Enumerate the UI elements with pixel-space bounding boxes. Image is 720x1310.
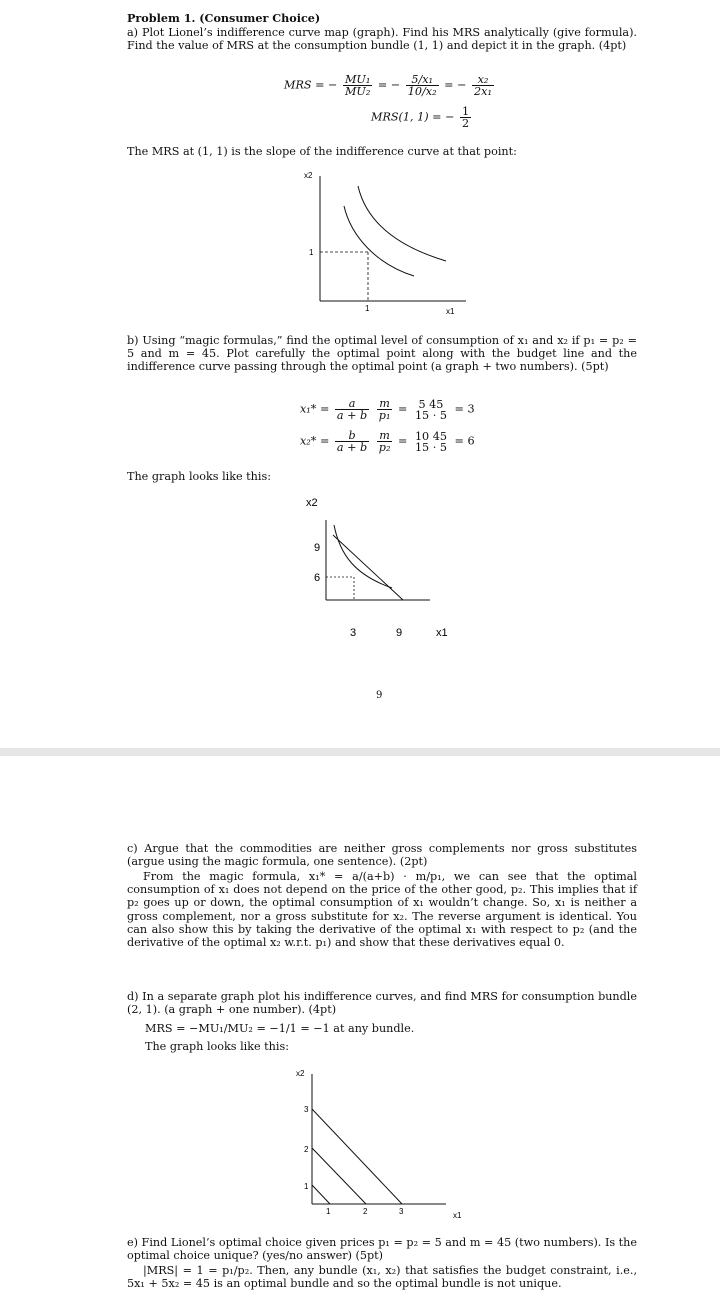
x1-rhs-num: 5 45	[418, 397, 444, 411]
x1-apb: a + b	[336, 409, 368, 422]
graph-b-y-tick-9: 9	[314, 542, 321, 554]
graph-d-x-tick-1: 1	[326, 1207, 331, 1216]
graph-d-x-tick-2: 2	[363, 1207, 368, 1216]
f2-num: x₂	[472, 74, 494, 86]
part-b-question: b) Using “magic formulas,” find the optimal level of consumption of x₁ and x₂ if p₁ = p₂ = 5 and m = 45. Plot carefully the optimal point along with the budget line and the indifference curve passing through the optimal point (a graph + two numbers). (5pt)	[127, 334, 637, 374]
graph-a-indifference-curve-2	[358, 186, 446, 261]
part-c-question: c) Argue that the commodities are neither gross complements nor gross substitutes (argue using the magic formula, one sentence). (2pt)	[127, 842, 637, 869]
f1-num: 5/x₁	[406, 74, 439, 86]
graph-a-x-tick: 1	[365, 304, 370, 313]
part-c-answer: From the magic formula, x₁* = a/(a+b) · m/p₁, we can see that the optimal consumption of x₁ does not depend on the price of the other good, p₂. This implies that if p₂ goes up or down, the optimal consumption of x₁ wouldn’t change. So, x₁ is neither a gross complement, nor a gross substitute for x₂. The reverse argument is identical. You can also show this by taking the derivative of the optimal x₁ with respect to p₂ (and the derivative of the optimal x₂ w.r.t. p₁) and show that these derivatives equal 0.	[127, 870, 637, 950]
page-number: 9	[376, 690, 383, 701]
x1-result: = 3	[454, 402, 475, 416]
graph-b-budget-line	[333, 535, 403, 600]
graph-d-indiff-line-3	[312, 1109, 402, 1204]
graph-d-y-tick-2: 2	[304, 1145, 309, 1154]
x1-a: a	[335, 398, 369, 410]
x2-b: b	[335, 430, 369, 442]
part-a-conclusion: The MRS at (1, 1) is the slope of the indifference curve at that point:	[127, 145, 517, 158]
f1-den: 10/x₂	[407, 85, 437, 98]
part-d-graph-intro: The graph looks like this:	[145, 1040, 289, 1053]
x1-optimal	[300, 398, 475, 421]
graph-a-y-tick: 1	[309, 248, 314, 257]
graph-intro-b: The graph looks like this:	[127, 470, 271, 483]
mu1: MU₁	[344, 73, 371, 86]
eq-minus-1: = −	[377, 78, 401, 92]
mrs-at-1-1	[371, 106, 473, 129]
graph-d-y-label: x2	[296, 1069, 305, 1078]
graph-b-y-tick-6: 6	[314, 572, 321, 584]
eq-minus-2: = −	[444, 78, 467, 92]
graph-b-x-tick-9: 9	[396, 627, 403, 639]
graph-d-y-tick-1: 1	[304, 1182, 309, 1191]
x2-eq: =	[398, 434, 408, 448]
mu2: MU₂	[344, 85, 371, 98]
part-d-question: d) In a separate graph plot his indifference curves, and find MRS for consumption bundle (2, 1). (a graph + one number). (4pt)	[127, 990, 637, 1017]
graph-d-x-label: x1	[453, 1211, 462, 1220]
graph-d-indiff-line-2	[312, 1148, 366, 1204]
x2-rhs-den: 15 · 5	[414, 440, 447, 454]
mrs-lhs: MRS = −	[284, 78, 338, 92]
part-e-question: e) Find Lionel’s optimal choice given prices p₁ = p₂ = 5 and m = 45 (two numbers). Is the optimal choice unique? (yes/no answer) (5pt)	[127, 1236, 637, 1263]
page-separator	[0, 748, 720, 756]
graph-a	[296, 166, 476, 316]
graph-b-indifference-curve	[334, 525, 392, 588]
graph-b-x-tick-3: 3	[350, 627, 357, 639]
f2-den: 2x₁	[474, 85, 492, 98]
graph-d-x-tick-3: 3	[399, 1207, 404, 1216]
mrs11-den: 2	[462, 117, 470, 130]
graph-d-indiff-line-1	[312, 1185, 330, 1204]
x1-rhs-den: 15 · 5	[414, 408, 447, 422]
graph-a-x-label: x1	[446, 307, 455, 316]
x2-optimal	[300, 430, 475, 453]
mrs11-num: 1	[462, 105, 470, 118]
x2-apb: a + b	[336, 441, 368, 454]
part-a-question: a) Plot Lionel’s indifference curve map (graph). Find his MRS analytically (give formula). Find the value of MRS at the consumption bundle (1, 1) and depict it in the graph. (4pt)	[127, 26, 637, 53]
x1-p1: p₁	[378, 409, 391, 422]
x2-rhs-num: 10 45	[414, 429, 447, 443]
page-2	[0, 756, 720, 1310]
graph-a-y-label: x2	[304, 171, 313, 180]
graph-a-indifference-curve-1	[344, 206, 414, 276]
mrs-formula	[284, 74, 496, 97]
graph-d-y-tick-3: 3	[304, 1105, 309, 1114]
graph-b-x-label: x1	[436, 627, 448, 639]
x1-m: m	[377, 398, 393, 410]
x2-p2: p₂	[378, 441, 391, 454]
part-e-answer: |MRS| = 1 = p₁/p₂. Then, any bundle (x₁, x₂) that satisfies the budget constraint, i.e., 5x₁ + 5x₂ = 45 is an optimal bundle and so the optimal bundle is not unique.	[127, 1264, 637, 1291]
x2-m: m	[377, 430, 393, 442]
x2-lhs: x₂* =	[300, 434, 330, 448]
graph-d	[290, 1064, 470, 1220]
graph-b	[300, 490, 470, 650]
mrs11-lhs: MRS(1, 1) = −	[371, 110, 455, 124]
x1-eq: =	[398, 402, 408, 416]
part-d-mrs: MRS = −MU₁/MU₂ = −1/1 = −1 at any bundle.	[145, 1022, 415, 1035]
graph-b-y-label: x2	[306, 497, 318, 509]
x2-result: = 6	[454, 434, 475, 448]
problem-title: Problem 1. (Consumer Choice)	[127, 11, 321, 25]
x1-lhs: x₁* =	[300, 402, 330, 416]
